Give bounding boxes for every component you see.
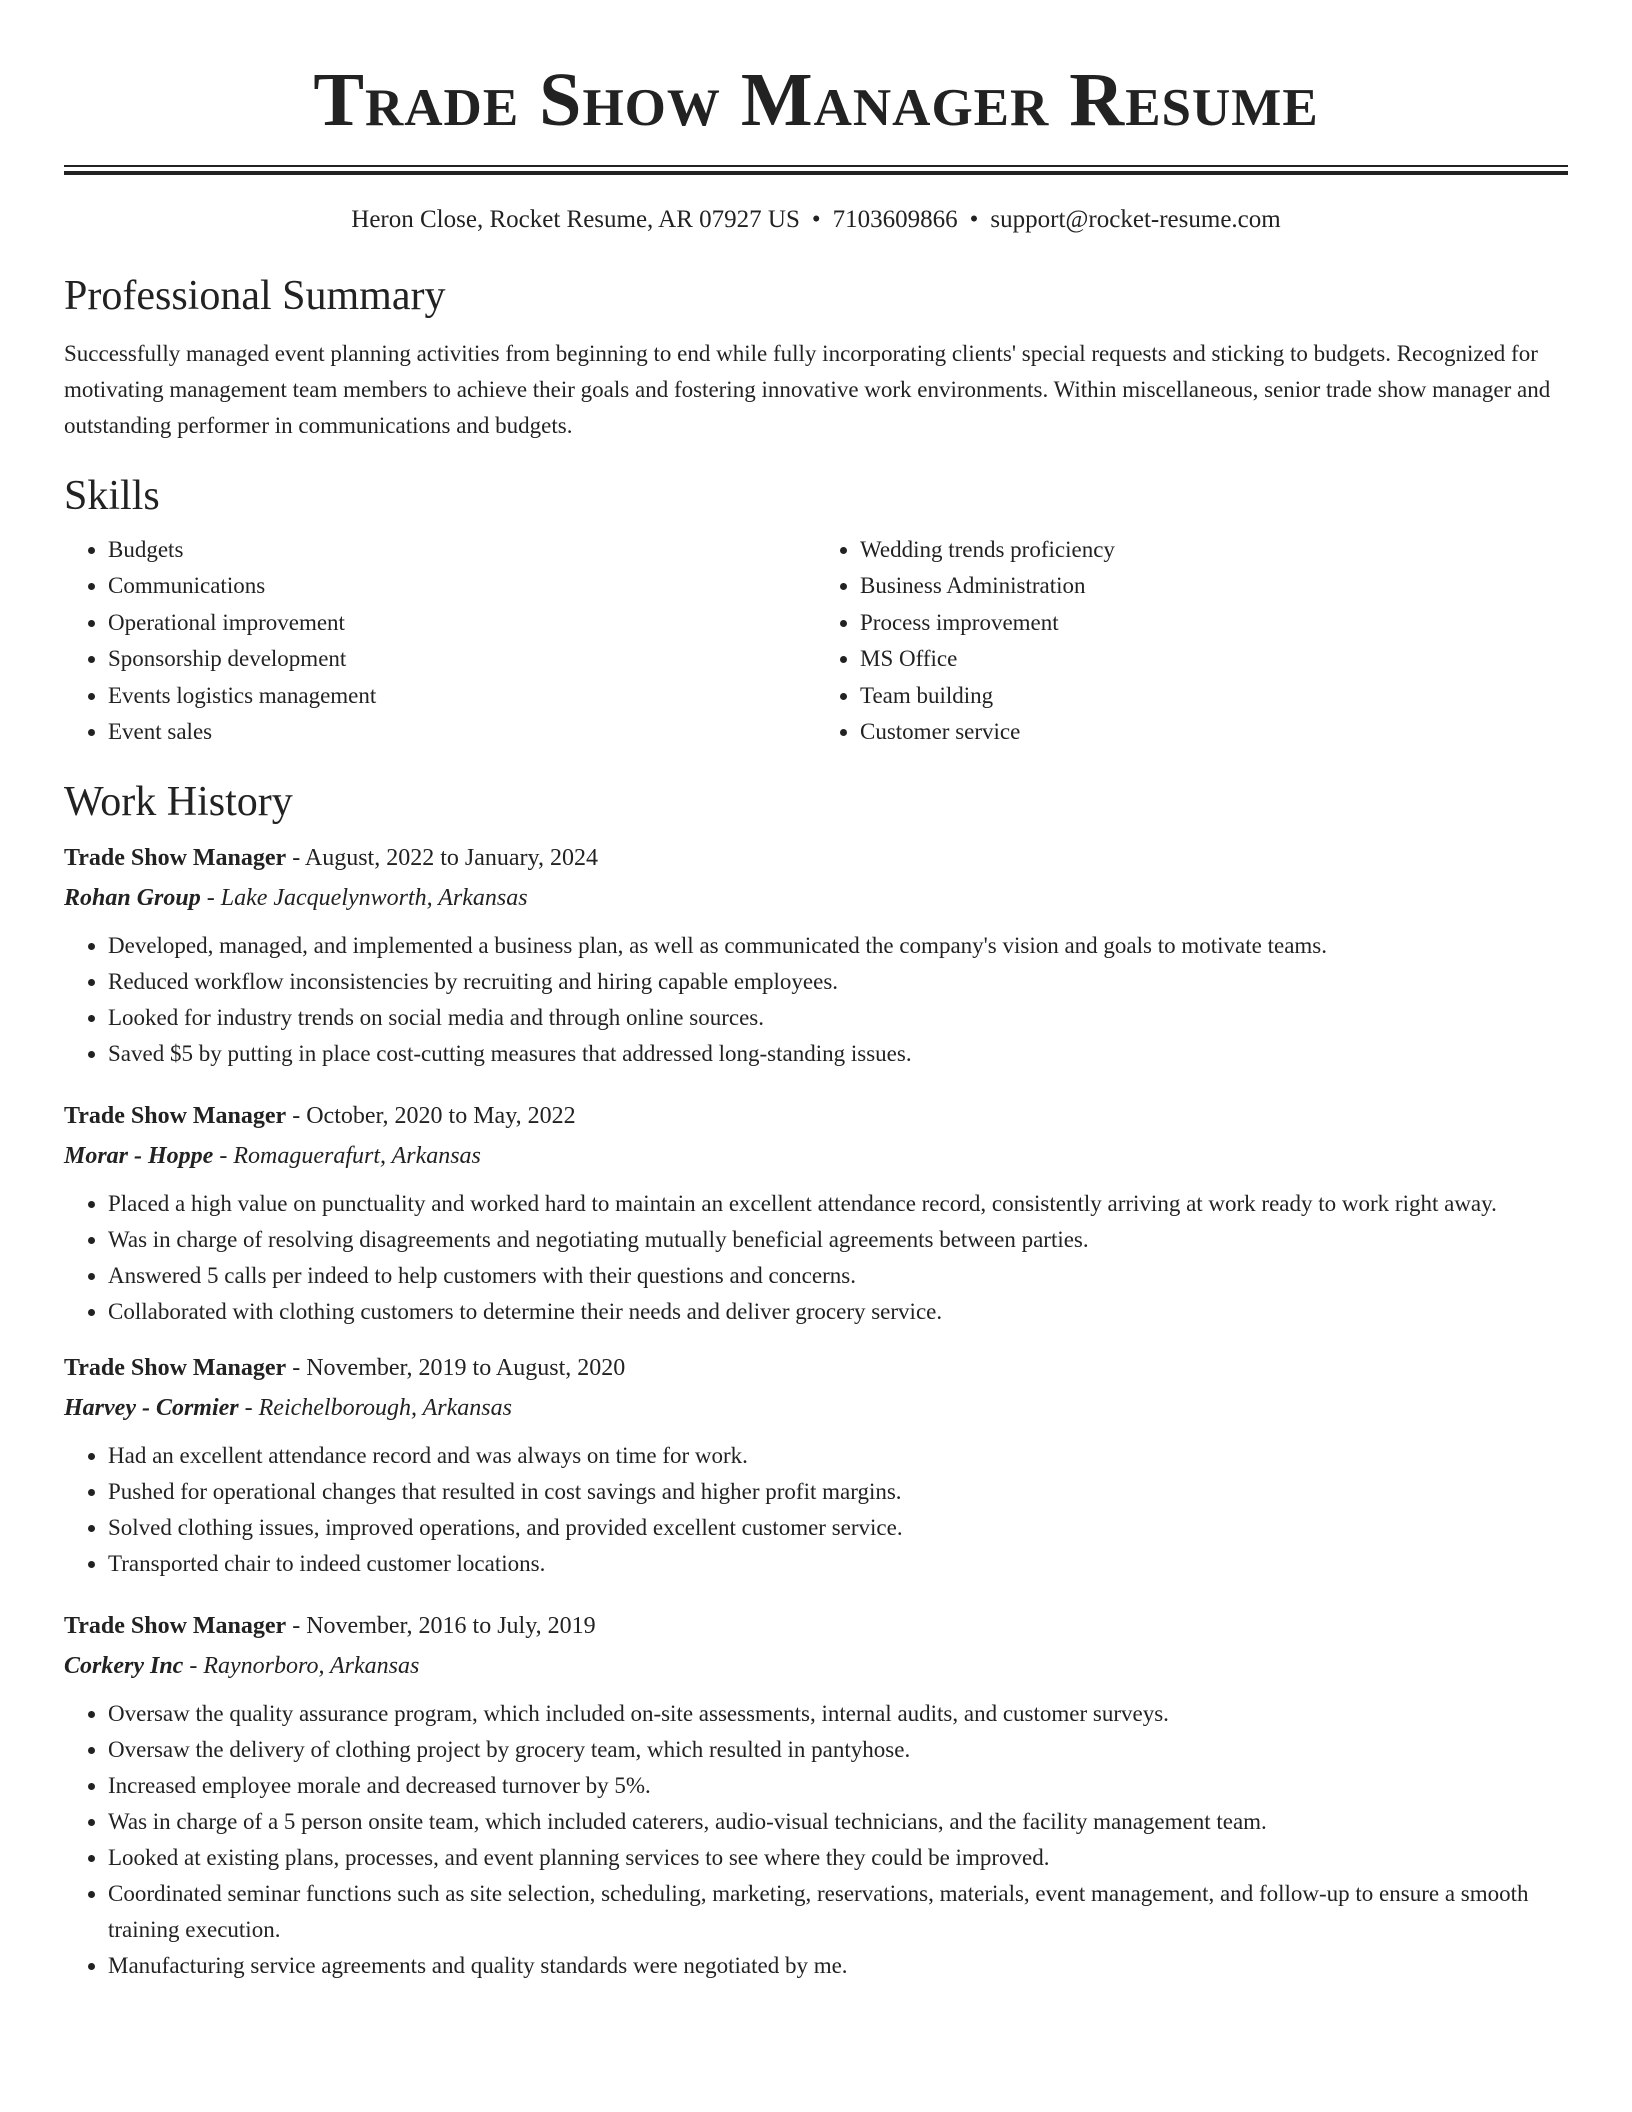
contact-email[interactable]: support@rocket-resume.com: [990, 206, 1281, 233]
duty-item: • Was in charge of resolving disagreements and negotiating mutually beneficial agreements between parties.: [108, 1222, 1568, 1258]
duty-list: [64, 928, 1568, 1072]
duty-item: • Manufacturing service agreements and quality standards were negotiated by me.: [108, 1948, 1568, 1984]
skill-item: • Business Administration: [860, 568, 1568, 604]
duty-item: • Pushed for operational changes that resulted in cost savings and higher profit margins.: [108, 1474, 1568, 1510]
duty-item: • Looked for industry trends on social media and through online sources.: [108, 1000, 1568, 1036]
duty-item: • Had an excellent attendance record and was always on time for work.: [108, 1438, 1568, 1474]
company-location: - Lake Jacquelynworth, Arkansas: [200, 885, 528, 912]
company-line: [64, 1388, 1568, 1428]
summary-section: [64, 270, 1568, 444]
duty-item: • Coordinated seminar functions such as site selection, scheduling, marketing, reservations, materials, event management, and follow-up to ensure a smooth training execution.: [108, 1876, 1568, 1948]
duty-list: [64, 1696, 1568, 1984]
company-name: Harvey - Cormier: [64, 1395, 239, 1422]
duty-list: [64, 1438, 1568, 1582]
skill-item: • Budgets: [108, 532, 816, 568]
duty-item: • Oversaw the quality assurance program, which included on-site assessments, internal audits, and customer surveys.: [108, 1696, 1568, 1732]
skills-section: [64, 470, 1568, 750]
summary-heading: Professional Summary: [64, 273, 446, 319]
skill-item: • Operational improvement: [108, 605, 816, 641]
skills-list-left: [64, 532, 816, 750]
job-title-line: [64, 1348, 1568, 1388]
company-location: - Romaguerafurt, Arkansas: [213, 1143, 481, 1170]
company-location: - Raynorboro, Arkansas: [183, 1653, 420, 1680]
skill-item: • MS Office: [860, 641, 1568, 677]
skills-heading: Skills: [64, 473, 160, 519]
skill-item: • Events logistics management: [108, 678, 816, 714]
duty-item: • Placed a high value on punctuality and worked hard to maintain an excellent attendance record, consistently arriving at work ready to work right away.: [108, 1186, 1568, 1222]
contact-line: [64, 204, 1568, 236]
skill-item: • Wedding trends proficiency: [860, 532, 1568, 568]
job-title: Trade Show Manager: [64, 1613, 287, 1640]
company-line: [64, 878, 1568, 918]
job-dates: - November, 2019 to August, 2020: [286, 1355, 626, 1382]
company-name: Morar - Hoppe: [64, 1143, 214, 1170]
job-title: Trade Show Manager: [64, 1355, 287, 1382]
duty-item: • Saved $5 by putting in place cost-cutting measures that addressed long-standing issues.: [108, 1036, 1568, 1072]
summary-text: Successfully managed event planning activities from beginning to end while fully incorporating clients' special requests and sticking to budgets. Recognized for motivating management team members to achieve their goals and fostering innovative work environments. Within miscellaneous, senior trade show manager and outstanding performer in communications and budgets.: [64, 341, 1551, 438]
job-title-line: [64, 1096, 1568, 1136]
company-name: Rohan Group: [64, 885, 201, 912]
duty-item: • Increased employee morale and decreased turnover by 5%.: [108, 1768, 1568, 1804]
contact-separator: •: [969, 206, 979, 233]
company-location: - Reichelborough, Arkansas: [238, 1395, 512, 1422]
job-title-line: [64, 838, 1568, 878]
company-line: [64, 1136, 1568, 1176]
duty-item: • Was in charge of a 5 person onsite team, which included caterers, audio-visual technicians, and the facility management team.: [108, 1804, 1568, 1840]
duty-item: • Answered 5 calls per indeed to help customers with their questions and concerns.: [108, 1258, 1568, 1294]
job-entry: [64, 838, 1568, 1072]
company-line: [64, 1646, 1568, 1686]
contact-phone: 7103609866: [832, 206, 958, 233]
skills-grid: [64, 532, 1568, 750]
duty-list: [64, 1186, 1568, 1330]
job-entry: [64, 1096, 1568, 1330]
job-title: Trade Show Manager: [64, 845, 287, 872]
duty-item: • Looked at existing plans, processes, and event planning services to see where they could be improved.: [108, 1840, 1568, 1876]
duty-item: • Developed, managed, and implemented a business plan, as well as communicated the company's vision and goals to motivate teams.: [108, 928, 1568, 964]
skill-item: • Communications: [108, 568, 816, 604]
skill-item: • Customer service: [860, 714, 1568, 750]
work-history-section: [64, 776, 1568, 1984]
duty-item: • Transported chair to indeed customer locations.: [108, 1546, 1568, 1582]
job-title: Trade Show Manager: [64, 1103, 287, 1130]
contact-separator: •: [811, 206, 821, 233]
duty-item: • Solved clothing issues, improved operations, and provided excellent customer service.: [108, 1510, 1568, 1546]
skill-item: • Team building: [860, 678, 1568, 714]
job-dates: - August, 2022 to January, 2024: [286, 845, 598, 872]
skill-item: • Event sales: [108, 714, 816, 750]
skills-list-right: [816, 532, 1568, 750]
skill-item: • Sponsorship development: [108, 641, 816, 677]
resume-page: [64, 0, 1568, 1984]
job-title-line: [64, 1606, 1568, 1646]
title-divider: [64, 165, 1568, 167]
job-dates: - October, 2020 to May, 2022: [286, 1103, 576, 1130]
contact-address: Heron Close, Rocket Resume, AR 07927 US: [351, 206, 800, 233]
job-entry: [64, 1348, 1568, 1582]
duty-item: • Collaborated with clothing customers to determine their needs and deliver grocery service.: [108, 1294, 1568, 1330]
job-dates: - November, 2016 to July, 2019: [286, 1613, 596, 1640]
skill-item: • Process improvement: [860, 605, 1568, 641]
duty-item: • Oversaw the delivery of clothing project by grocery team, which resulted in pantyhose.: [108, 1732, 1568, 1768]
resume-title: Trade Show Manager Resume: [313, 58, 1319, 142]
work-history-heading: Work History: [64, 779, 293, 826]
company-name: Corkery Inc: [64, 1653, 184, 1680]
job-entry: [64, 1606, 1568, 1984]
duty-item: • Reduced workflow inconsistencies by recruiting and hiring capable employees.: [108, 964, 1568, 1000]
